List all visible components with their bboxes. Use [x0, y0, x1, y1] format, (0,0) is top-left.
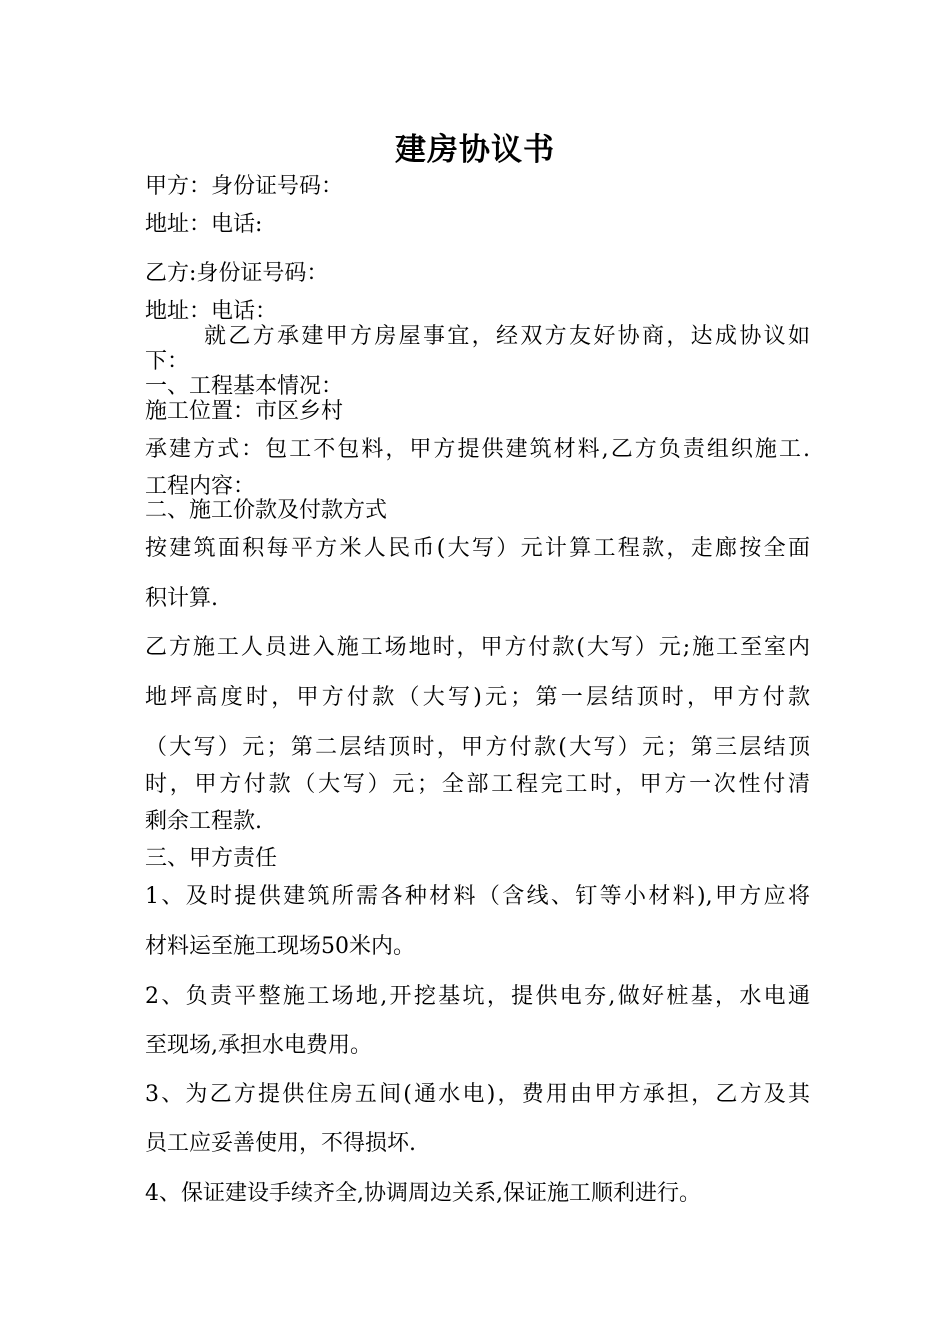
payment-paragraph-2-line-1: 乙方施工人员进入施工场地时，甲方付款(大写）元;施工至室内 — [145, 635, 810, 660]
section-heading-party-a-duties: 三、甲方责任 — [145, 846, 278, 871]
construction-method-line: 承建方式：包工不包料，甲方提供建筑材料,乙方负责组织施工. — [145, 437, 810, 462]
duty-2-line-2: 至现场,承担水电费用。 — [145, 1033, 372, 1058]
project-content-line: 工程内容： — [145, 474, 256, 499]
duty-1-line-1: 1、及时提供建筑所需各种材料（含线、钉等小材料),甲方应将 — [145, 884, 810, 909]
duty-3-line-1: 3、为乙方提供住房五间(通水电)，费用由甲方承担，乙方及其 — [145, 1082, 810, 1107]
party-b-id-line: 乙方:身份证号码： — [145, 261, 329, 286]
payment-paragraph-2-line-2: 地坪高度时，甲方付款（大写)元；第一层结顶时，甲方付款 — [145, 685, 810, 710]
duty-1-line-2: 材料运至施工现场50米内。 — [145, 934, 415, 959]
duty-3-line-2: 员工应妥善使用，不得损坏. — [145, 1131, 416, 1156]
duty-2-line-1: 2、负责平整施工场地,开挖基坑，提供电夯,做好桩基，水电通 — [145, 984, 810, 1009]
intro-paragraph-line-1: 就乙方承建甲方房屋事宜，经双方友好协商，达成协议如 — [204, 324, 810, 349]
section-heading-basic-info: 一、工程基本情况： — [145, 374, 344, 399]
party-b-address-line: 地址：电话： — [145, 299, 278, 324]
party-a-address-line: 地址：电话: — [145, 212, 263, 237]
section-heading-payment: 二、施工价款及付款方式 — [145, 498, 388, 523]
payment-paragraph-2-line-4: 时，甲方付款（大写）元；全部工程完工时，甲方一次性付清 — [145, 772, 810, 797]
intro-paragraph-line-2: 下： — [145, 349, 190, 374]
payment-paragraph-2-line-5: 剩余工程款. — [145, 809, 262, 834]
construction-location-line: 施工位置：市区乡村 — [145, 399, 344, 424]
payment-paragraph-1-line-2: 积计算. — [145, 586, 218, 611]
payment-paragraph-2-line-3: （大写）元；第二层结顶时，甲方付款(大写）元；第三层结顶 — [145, 735, 810, 760]
document-title: 建房协议书 — [395, 132, 555, 168]
payment-paragraph-1-line-1: 按建筑面积每平方米人民币(大写）元计算工程款，走廊按全面 — [145, 536, 810, 561]
party-a-id-line: 甲方：身份证号码： — [145, 174, 344, 199]
duty-4-line-1: 4、保证建设手续齐全,协调周边关系,保证施工顺利进行。 — [145, 1181, 701, 1206]
